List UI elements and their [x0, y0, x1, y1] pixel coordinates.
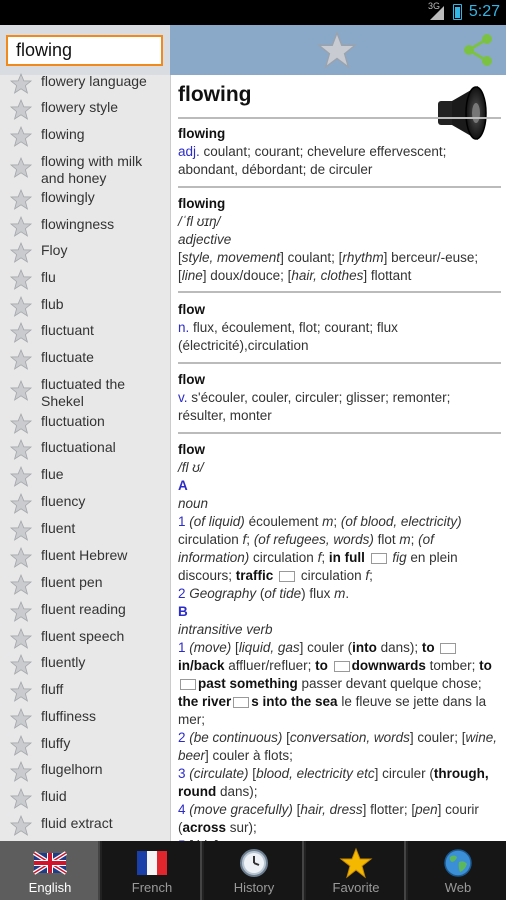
word-list-item[interactable]	[0, 489, 170, 515]
word-list-item[interactable]	[0, 784, 170, 810]
word-list-item[interactable]	[0, 435, 170, 461]
word-list-item[interactable]	[0, 570, 170, 596]
clock-icon	[238, 848, 270, 878]
gender: m	[322, 514, 334, 529]
divider	[178, 186, 501, 188]
part-of-speech: adj.	[178, 144, 200, 159]
divider	[178, 117, 501, 119]
word-label: fluid extract	[41, 815, 113, 831]
context: conversation, words	[289, 730, 410, 745]
tab-english[interactable]	[0, 841, 100, 900]
placeholder-box	[279, 571, 295, 582]
star-outline-icon[interactable]	[10, 296, 32, 318]
sense-number: 2	[178, 586, 186, 601]
sep: ;	[246, 532, 254, 547]
divider	[178, 432, 501, 434]
phrase: in/back	[178, 658, 225, 673]
phrase: past something	[198, 676, 298, 691]
tab-french[interactable]	[102, 841, 202, 900]
star-outline-icon[interactable]	[10, 322, 32, 344]
context: hair, clothes	[291, 268, 364, 283]
part-of-speech: noun	[178, 496, 209, 511]
definition: circulation	[178, 532, 243, 547]
word-list-item[interactable]	[0, 149, 170, 187]
part-of-speech: v.	[178, 390, 188, 405]
entry-headword: flowing	[178, 83, 252, 106]
register: fig	[392, 550, 407, 565]
word-list-item[interactable]	[0, 597, 170, 623]
star-outline-icon[interactable]	[10, 126, 32, 148]
star-outline-icon[interactable]	[10, 349, 32, 371]
context: (of liquid)	[189, 514, 245, 529]
definition: ] couler (	[299, 640, 353, 655]
definition: coulant; courant; chevelure effervescent; abondant, débordant; de circuler	[178, 144, 447, 177]
context: (circulate)	[189, 766, 249, 781]
entry-block-4	[178, 371, 502, 425]
sep: (	[256, 586, 265, 601]
star-outline-icon[interactable]	[10, 157, 32, 179]
star-outline-icon[interactable]	[10, 413, 32, 435]
word-label: flue	[41, 466, 64, 482]
context: line	[181, 268, 203, 283]
sense-number: 4	[178, 802, 186, 817]
word-label: fluctuational	[41, 439, 116, 455]
word-list-item[interactable]	[0, 704, 170, 730]
tab-label: English	[28, 880, 72, 895]
word-label: flowingly	[41, 189, 95, 205]
sense-number: 1	[178, 640, 186, 655]
sep: [	[248, 766, 257, 781]
definition: ] couler à flots;	[205, 748, 293, 763]
battery-icon	[453, 4, 462, 20]
sep: [	[292, 802, 301, 817]
tab-label: Web	[444, 880, 472, 895]
word-list-item[interactable]	[0, 516, 170, 542]
word-label: flu	[41, 269, 56, 285]
word-list-item[interactable]	[0, 185, 170, 211]
word-list-item[interactable]	[0, 238, 170, 264]
definition: ] doux/douce; [	[202, 268, 292, 283]
word-list-item[interactable]	[0, 212, 170, 238]
search-input[interactable]	[6, 35, 163, 66]
star-outline-icon[interactable]	[10, 466, 32, 488]
star-outline-icon[interactable]	[10, 601, 32, 623]
globe-icon	[442, 848, 474, 878]
star-icon	[340, 848, 372, 878]
word-list-item[interactable]	[0, 650, 170, 676]
status-time: 5:27	[468, 3, 500, 20]
definition: circulation	[297, 568, 366, 583]
france-flag-icon	[136, 848, 168, 878]
placeholder-box	[440, 643, 456, 654]
block-head: flow	[178, 372, 205, 387]
word-list-item[interactable]	[0, 543, 170, 569]
gender: f	[242, 532, 247, 547]
word-label: fluently	[41, 654, 86, 670]
context: of tide	[264, 586, 302, 601]
placeholder-box	[233, 697, 249, 708]
context: liquid, gas	[238, 640, 300, 655]
star-outline-icon[interactable]	[10, 493, 32, 515]
word-label: fluid	[41, 788, 67, 804]
star-outline-icon[interactable]	[10, 708, 32, 730]
definition: ) flux	[301, 586, 335, 601]
sep: ;	[321, 550, 329, 565]
star-outline-icon[interactable]	[10, 380, 32, 402]
pronunciation: /fl ʊ/	[178, 460, 204, 475]
phrase: across	[182, 820, 227, 835]
favorite-star-button[interactable]	[318, 31, 356, 69]
word-list-item[interactable]	[0, 811, 170, 837]
word-label: fluctuation	[41, 413, 105, 429]
definition: en plein discours;	[178, 550, 458, 583]
tab-label: Favorite	[332, 880, 380, 895]
tab-label: History	[233, 880, 275, 895]
definition: s'écouler, couler, circuler; glisser; remonter; résulter, monter	[178, 390, 451, 423]
context: (of blood, electricity)	[340, 514, 462, 529]
word-label: fluffy	[41, 735, 71, 751]
definition: flot	[373, 532, 400, 547]
sense-number: 3	[178, 766, 186, 781]
part-of-speech: intransitive verb	[178, 622, 273, 637]
definition: dans);	[376, 640, 422, 655]
phrase: through, round	[178, 766, 489, 799]
tab-label: French	[131, 880, 173, 895]
definition: affluer/refluer;	[224, 658, 316, 673]
word-label: flowing	[41, 126, 85, 142]
phrase: to	[479, 658, 492, 673]
star-outline-icon[interactable]	[10, 520, 32, 542]
definition: circulation	[249, 550, 318, 565]
context: wine, beer	[178, 730, 497, 763]
definition: ] flotter; [	[362, 802, 416, 817]
sense-number: 1	[178, 514, 186, 529]
phrase: downwards	[351, 658, 426, 673]
sep: [	[231, 640, 239, 655]
part-of-speech: n.	[178, 320, 190, 335]
word-label: fluff	[41, 681, 64, 697]
entry-block-2: flowing /ˈfl ʊɪŋ/ adjective [style, movement] coulant; [rhythm] berceur/-euse; [line] doux/douce; [hair, clothes] flottant	[178, 195, 502, 285]
definition: ] circuler (	[374, 766, 434, 781]
word-label: flowingness	[41, 216, 115, 232]
context: (be continuous)	[189, 730, 283, 745]
word-label: flowery style	[41, 99, 119, 115]
phrase: in full	[328, 550, 365, 565]
star-outline-icon[interactable]	[10, 73, 32, 95]
gender: f	[365, 568, 370, 583]
star-outline-icon[interactable]	[10, 628, 32, 650]
word-list-item[interactable]	[0, 95, 170, 121]
star-outline-icon[interactable]	[10, 681, 32, 703]
placeholder-box	[334, 661, 350, 672]
star-outline-icon[interactable]	[10, 735, 32, 757]
star-outline-icon[interactable]	[10, 654, 32, 676]
word-label: fluent pen	[41, 574, 103, 590]
gender: f	[317, 550, 322, 565]
placeholder-box	[180, 679, 196, 690]
word-list-item[interactable]	[0, 318, 170, 344]
domain: Geography	[189, 586, 257, 601]
tab-history[interactable]	[204, 841, 304, 900]
word-label: fluent Hebrew	[41, 547, 128, 563]
sep: .	[345, 586, 350, 601]
block-head: flow	[178, 442, 205, 457]
phrase: to	[315, 658, 328, 673]
network-type: 3G	[427, 1, 440, 11]
sep: ;	[369, 568, 373, 583]
tab-favorite[interactable]	[306, 841, 406, 900]
star-outline-icon[interactable]	[10, 189, 32, 211]
word-label: flowing with milk and honey	[41, 153, 143, 186]
word-label: fluctuated the Shekel	[41, 376, 126, 409]
definition: tomber;	[425, 658, 480, 673]
definition: ] couler; [	[409, 730, 466, 745]
word-list-item[interactable]	[0, 372, 170, 410]
section-letter: A	[178, 478, 188, 493]
definition: ] courir (	[178, 802, 479, 835]
gender: m	[334, 586, 346, 601]
word-list[interactable]	[0, 75, 170, 841]
block-head: flowing	[178, 196, 226, 211]
word-list-item[interactable]	[0, 265, 170, 291]
star-outline-icon[interactable]	[10, 216, 32, 238]
word-list-item[interactable]	[0, 122, 170, 148]
word-label: fluent reading	[41, 601, 126, 617]
word-label: flugelhorn	[41, 761, 103, 777]
divider	[178, 362, 501, 364]
entry-block-3	[178, 301, 502, 355]
signal-icon	[428, 3, 446, 21]
context: rhythm	[342, 250, 384, 265]
star-outline-icon[interactable]	[10, 788, 32, 810]
word-list-item[interactable]	[0, 757, 170, 783]
word-label: flowery language	[41, 73, 147, 89]
word-list-item[interactable]	[0, 345, 170, 371]
block-head: flowing	[178, 126, 226, 141]
definition: écoulement	[244, 514, 323, 529]
word-label: flub	[41, 296, 64, 312]
star-outline-icon[interactable]	[10, 269, 32, 291]
context: style, movement	[181, 250, 281, 265]
word-list-item[interactable]	[0, 731, 170, 757]
share-icon[interactable]	[460, 32, 496, 68]
entry-content	[170, 75, 506, 841]
context: (move)	[189, 640, 232, 655]
definition: ] coulant; [	[280, 250, 343, 265]
uk-flag-icon	[34, 848, 66, 878]
star-outline-icon[interactable]	[10, 439, 32, 461]
definition: sur);	[226, 820, 257, 835]
gender: m	[399, 532, 411, 547]
definition: dans);	[216, 784, 258, 799]
sep: [	[282, 730, 290, 745]
definition: ] berceur/-euse; [	[178, 250, 479, 283]
entry-block-5	[178, 441, 502, 855]
definition: flux, écoulement, flot; courant; flux (électricité),circulation	[178, 320, 398, 353]
phrase: s into the sea	[251, 694, 338, 709]
context: (move gracefully)	[189, 802, 293, 817]
context: (of refugees, words)	[253, 532, 374, 547]
top-bar	[0, 25, 506, 75]
star-outline-icon[interactable]	[10, 574, 32, 596]
word-label: fluffiness	[41, 708, 96, 724]
phrase: the river	[178, 694, 232, 709]
word-list-item[interactable]	[0, 624, 170, 650]
part-of-speech: adjective	[178, 232, 232, 247]
placeholder-box	[371, 553, 387, 564]
divider	[178, 291, 501, 293]
definition: le fleuve se jette dans la mer;	[178, 694, 487, 727]
context: hair, dress	[300, 802, 363, 817]
word-label: fluent speech	[41, 628, 125, 644]
sep: ;	[333, 514, 341, 529]
star-outline-icon[interactable]	[10, 99, 32, 121]
star-outline-icon[interactable]	[10, 815, 32, 837]
pronunciation: /ˈfl ʊɪŋ/	[178, 214, 221, 229]
phrase: into	[352, 640, 377, 655]
word-label: Floy	[41, 242, 68, 258]
context: pen	[415, 802, 438, 817]
star-outline-icon[interactable]	[10, 761, 32, 783]
word-list-item[interactable]	[0, 69, 170, 95]
status-bar	[0, 0, 506, 25]
bottom-tab-bar	[0, 841, 506, 900]
tab-web[interactable]	[408, 841, 506, 900]
definition: ] flottant	[363, 268, 412, 283]
word-list-item[interactable]	[0, 409, 170, 435]
definition: passer devant quelque chose;	[297, 676, 482, 691]
context: (of information)	[178, 532, 434, 565]
sense-number: 2	[178, 730, 186, 745]
context: blood, electricity etc	[256, 766, 375, 781]
phrase: traffic	[235, 568, 274, 583]
word-label: fluctuant	[41, 322, 94, 338]
star-outline-icon[interactable]	[10, 547, 32, 569]
word-list-item[interactable]	[0, 292, 170, 318]
word-list-item[interactable]	[0, 677, 170, 703]
word-list-item[interactable]	[0, 462, 170, 488]
star-outline-icon[interactable]	[10, 242, 32, 264]
section-letter: B	[178, 604, 188, 619]
phrase: to	[421, 640, 435, 655]
word-label: fluency	[41, 493, 86, 509]
entry-block-1	[178, 125, 502, 179]
sep: ;	[410, 532, 419, 547]
word-label: fluent	[41, 520, 76, 536]
word-label: fluctuate	[41, 349, 94, 365]
block-head: flow	[178, 302, 205, 317]
